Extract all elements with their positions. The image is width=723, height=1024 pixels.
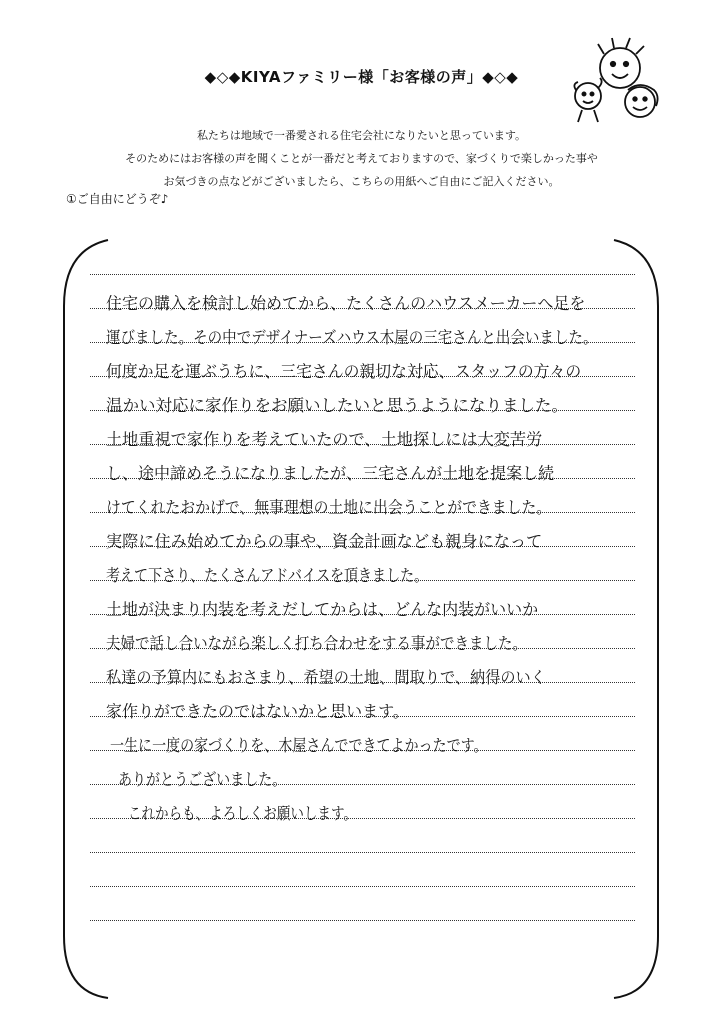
ruled-line [90,274,635,275]
handwritten-line: 夫婦で話し合いながら楽しく打ち合わせをする事ができました。 [106,634,528,653]
ruled-line [90,920,635,921]
handwritten-line: 住宅の購入を検討し始めてから、たくさんのハウスメーカーへ足を [106,294,586,313]
handwritten-line: し、途中諦めそうになりましたが、三宅さんが土地を提案し続 [106,464,555,483]
handwritten-line: ありがとうございました。 [118,770,287,789]
page-title: ◆◇◆KIYAファミリー様「お客様の声」◆◇◆ [204,68,519,86]
free-comment-prompt: ①ご自由にどうぞ♪ [66,192,169,206]
handwritten-line: 考えて下さり、たくさんアドバイスを頂きました。 [106,566,429,585]
ruled-line [90,852,635,853]
handwritten-line: 土地が決まり内装を考えだしてからは、どんな内装がいいか [106,600,539,619]
intro-line-1: 私たちは地域で一番愛される住宅会社になりたいと思っています。 [196,129,527,142]
handwritten-line: 家作りができたのではないかと思います。 [106,702,409,721]
intro-line-3: お気づきの点などがございましたら、こちらの用紙へご自由にご記入ください。 [163,175,560,188]
intro-text [0,124,723,193]
intro-line-2: そのためにはお客様の声を聞くことが一番だと考えておりますので、家づくりで楽しかった事や [125,152,598,165]
family-faces-doodle-icon [568,36,668,126]
handwritten-line: 実際に住み始めてからの事や、資金計画なども親身になって [106,532,543,551]
handwritten-line: 温かい対応に家作りをお願いしたいと思うようになりました。 [106,396,568,415]
ruled-line [90,886,635,887]
handwritten-line: 一生に一度の家づくりを、木屋さんでできてよかったです。 [110,736,488,755]
handwritten-line: これからも、よろしくお願いします。 [128,804,357,823]
handwritten-line: 土地重視で家作りを考えていたので、土地探しには大変苦労 [106,430,543,449]
handwritten-line: けてくれたおかげで、無事理想の土地に出会うことができました。 [106,498,552,517]
handwritten-line: 何度か足を運ぶうちに、三宅さんの親切な対応、スタッフの方々の [106,362,582,381]
handwritten-line: 私達の予算内にもおさまり、希望の土地、間取りで、納得のいく [106,668,546,687]
handwritten-line: 運びました。その中でデザイナーズハウス木屋の三宅さんと出会いました。 [106,328,598,347]
